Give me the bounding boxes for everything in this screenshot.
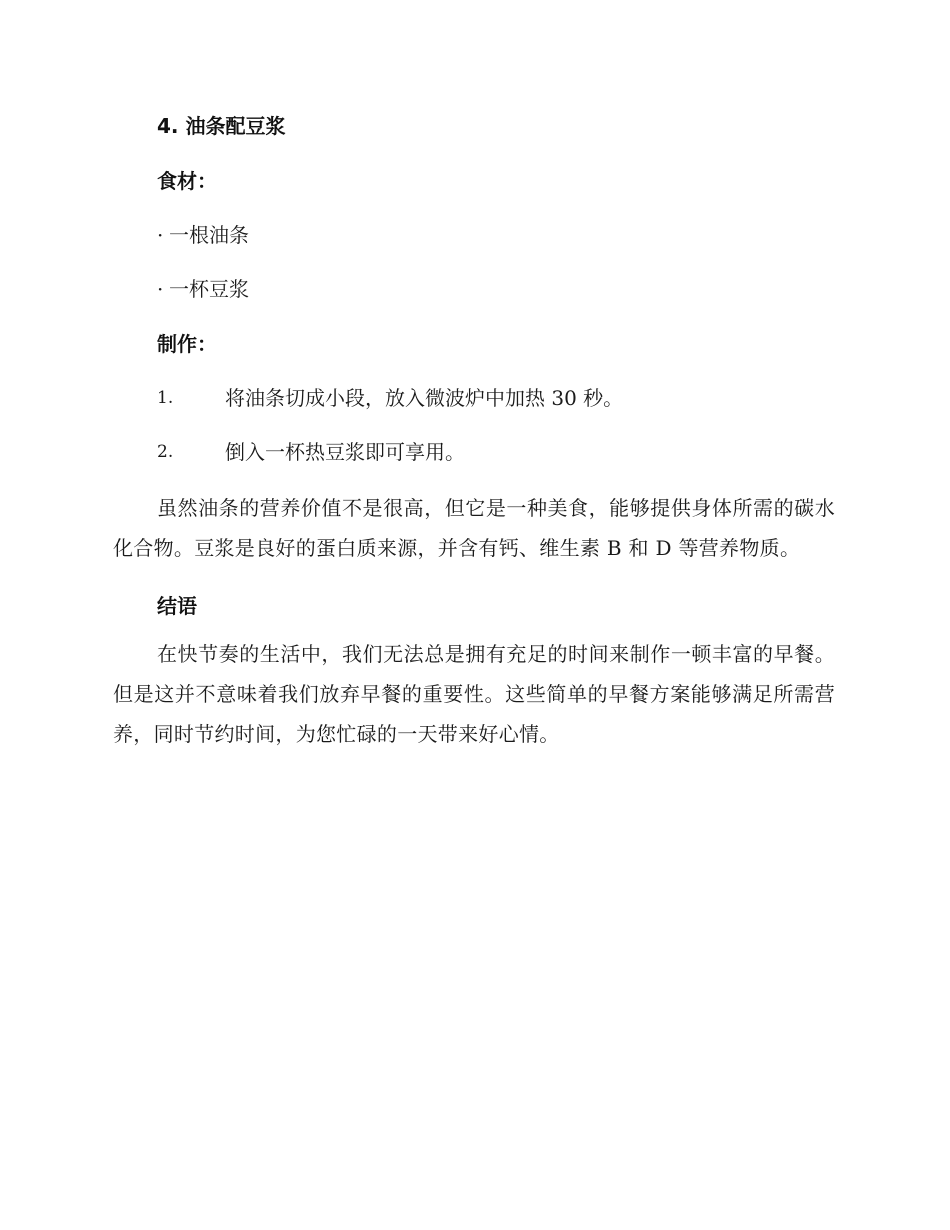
- bullet-marker: ·: [157, 223, 164, 247]
- ingredients-heading: 食材：: [157, 169, 217, 193]
- step-number: 1.: [157, 388, 174, 408]
- conclusion-heading: 结语: [157, 594, 197, 618]
- method-heading: 制作：: [157, 332, 217, 356]
- ingredient-item: [157, 271, 835, 307]
- step-number: 2.: [157, 442, 174, 462]
- method-step: [157, 434, 835, 470]
- recipe-note-paragraph: 虽然油条的营养价值不是很高，但它是一种美食，能够提供身体所需的碳水化合物。豆浆是良好的蛋白质来源，并含有钙、维生素 B 和 D 等营养物质。: [113, 496, 835, 560]
- recipe-title: 4. 油条配豆浆: [157, 114, 286, 138]
- conclusion-paragraph: 在快节奏的生活中，我们无法总是拥有充足的时间来制作一顿丰富的早餐。但是这并不意味着我们放弃早餐的重要性。这些简单的早餐方案能够满足所需营养，同时节约时间，为您忙碌的一天带来好心情。: [113, 642, 835, 746]
- step-text: 倒入一杯热豆浆即可享用。: [225, 440, 465, 464]
- ingredient-text: 一根油条: [169, 223, 249, 247]
- method-step: [157, 380, 835, 416]
- step-text: 将油条切成小段，放入微波炉中加热 30 秒。: [225, 386, 624, 410]
- bullet-marker: ·: [157, 277, 164, 301]
- ingredient-text: 一杯豆浆: [169, 277, 249, 301]
- document-content: [113, 108, 835, 754]
- ingredient-item: [157, 217, 835, 253]
